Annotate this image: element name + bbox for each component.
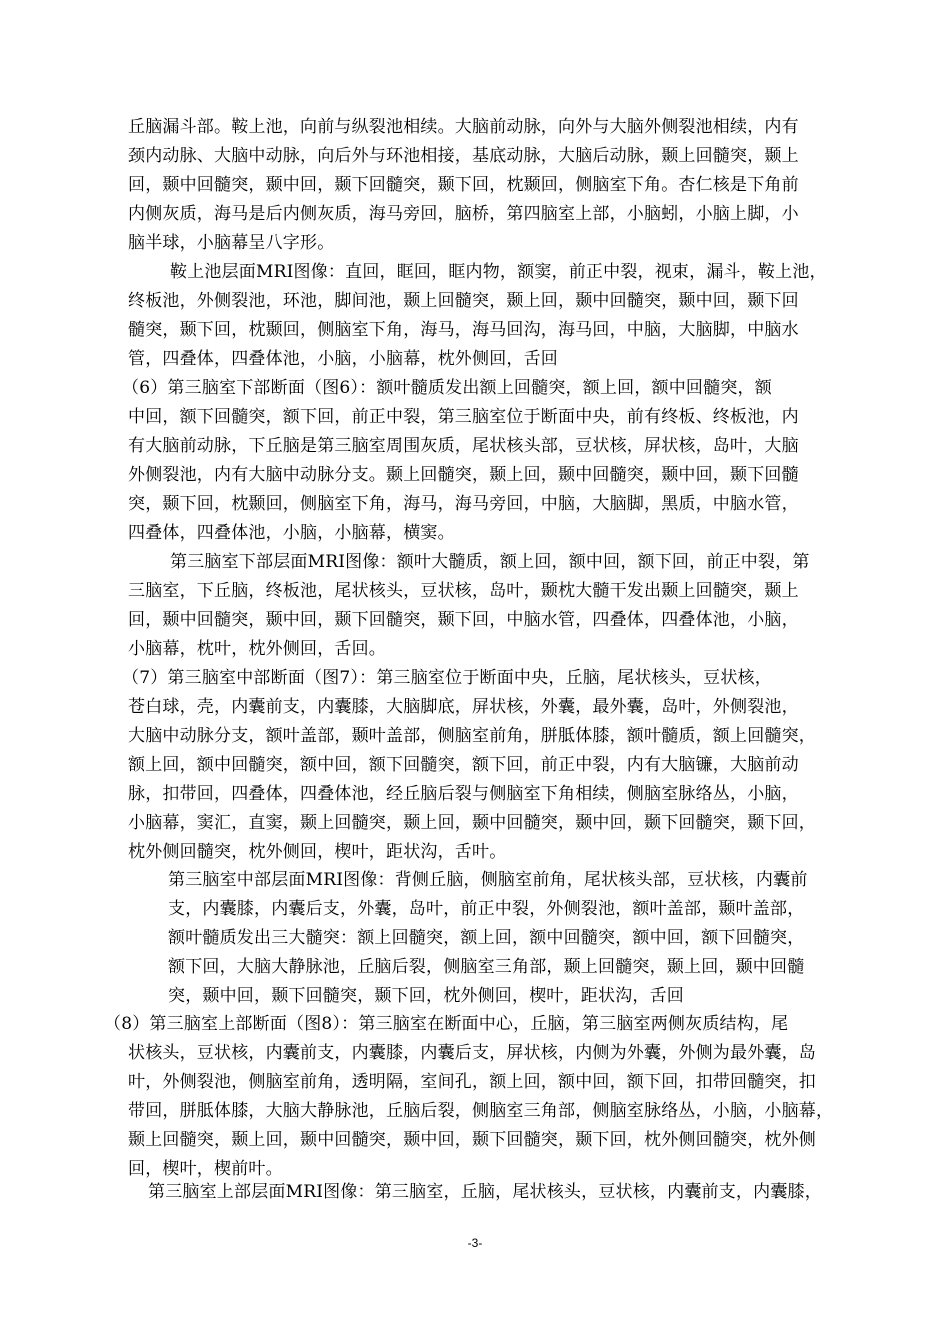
text-line: 三脑室，下丘脑，终板池，尾状核头，豆状核，岛叶，颞枕大髓干发出颞上回髓突，颞上 (128, 581, 799, 601)
text-line: 颞上回髓突，颞上回，颞中回髓突，颞中回，颞下回髓突，颞下回，枕外侧回髓突，枕外侧 (128, 1130, 816, 1150)
text-line: 突，颞中回，颞下回髓突，颞下回，枕外侧回，楔叶，距状沟，舌回 (168, 986, 684, 1006)
text-line: （7）第三脑室中部断面（图7）：第三脑室位于断面中央，丘脑，尾状核头，豆状核， (122, 668, 772, 688)
text-line: 额下回，大脑大静脉池，丘脑后裂，侧脑室三角部，颞上回髓突，颞上回，颞中回髓 (168, 957, 805, 977)
text-line: 管，四叠体，四叠体池，小脑，小脑幕，枕外侧回，舌回 (128, 349, 558, 369)
paragraph-section-7 (122, 664, 816, 867)
text-line: 终板池，外侧裂池，环池，脚间池，颞上回髓突，颞上回，颞中回髓突，颞中回，颞下回 (128, 291, 799, 311)
text-line: （6）第三脑室下部断面（图6）：额叶髓质发出额上回髓突，额上回，额中回髓突，额 (122, 378, 772, 398)
text-line: 内侧灰质，海马是后内侧灰质，海马旁回，脑桥，第四脑室上部，小脑蚓，小脑上脚，小 (128, 204, 799, 224)
paragraph-suprasellar-mri (128, 258, 827, 374)
text-line: 带回，胼胝体膝，大脑大静脉池，丘脑后裂，侧脑室三角部，侧脑室脉络丛，小脑，小脑幕， (128, 1101, 834, 1121)
text-line: 回，颞中回髓突，颞中回，颞下回髓突，颞下回，枕颞回，侧脑室下角。杏仁核是下角前 (128, 175, 799, 195)
text-line: 鞍上池层面MRI图像：直回，眶回，眶内物，额窦，前正中裂，视束，漏斗，鞍上池， (170, 262, 827, 282)
paragraph-section-8-mri (148, 1178, 822, 1207)
text-line: 额上回，额中回髓突，额中回，额下回髓突，额下回，前正中裂，内有大脑镰，大脑前动 (128, 755, 799, 775)
text-line: （8）第三脑室上部断面（图8）：第三脑室在断面中心，丘脑，第三脑室两侧灰质结构，尾 (104, 1014, 789, 1034)
text-line: 第三脑室下部层面MRI图像：额叶大髓质，额上回，额中回，额下回，前正中裂，第 (170, 552, 810, 572)
text-line: 中回，额下回髓突，额下回，前正中裂，第三脑室位于断面中央，前有终板、终板池，内 (128, 407, 799, 427)
text-line: 外侧裂池，内有大脑中动脉分支。颞上回髓突，颞上回，颞中回髓突，颞中回，颞下回髓 (128, 465, 799, 485)
text-line: 丘脑漏斗部。鞍上池，向前与纵裂池相续。大脑前动脉，向外与大脑外侧裂池相续，内有 (128, 117, 799, 137)
paragraph-section-7-mri (168, 866, 808, 1011)
text-line: 额叶髓质发出三大髓突：额上回髓突，额上回，额中回髓突，额中回，额下回髓突， (168, 928, 805, 948)
paragraph-section-6 (122, 374, 799, 548)
text-line: 脉，扣带回，四叠体，四叠体池，经丘脑后裂与侧脑室下角相续，侧脑室脉络丛，小脑， (128, 784, 799, 804)
text-line: 支，内囊膝，内囊后支，外囊，岛叶，前正中裂，外侧裂池，额叶盖部，颞叶盖部， (168, 899, 805, 919)
text-line: 第三脑室上部层面MRI图像：第三脑室，丘脑，尾状核头，豆状核，内囊前支，内囊膝， (148, 1182, 822, 1202)
text-line: 有大脑前动脉，下丘脑是第三脑室周围灰质，尾状核头部，豆状核，屏状核，岛叶，大脑 (128, 436, 799, 456)
text-line: 回，颞中回髓突，颞中回，颞下回髓突，颞下回，中脑水管，四叠体，四叠体池，小脑， (128, 610, 799, 630)
text-line: 脑半球，小脑幕呈八字形。 (128, 233, 335, 253)
text-line: 小脑幕，窦汇，直窦，颞上回髓突，颞上回，颞中回髓突，颞中回，颞下回髓突，颞下回， (128, 813, 816, 833)
text-line: 苍白球，壳，内囊前支，内囊膝，大脑脚底，屏状核，外囊，最外囊，岛叶，外侧裂池， (128, 697, 799, 717)
paragraph-section-6-mri (128, 548, 810, 664)
text-line: 髓突，颞下回，枕颞回，侧脑室下角，海马，海马回沟，海马回，中脑，大脑脚，中脑水 (128, 320, 799, 340)
text-line: 突，颞下回，枕颞回，侧脑室下角，海马，海马旁回，中脑，大脑脚，黑质，中脑水管， (128, 494, 799, 514)
text-line: 四叠体，四叠体池，小脑，小脑幕，横窦。 (128, 523, 455, 543)
page-number: -3- (467, 1236, 483, 1250)
text-line: 叶，外侧裂池，侧脑室前角，透明隔，室间孔，额上回，额中回，额下回，扣带回髓突，扣 (128, 1072, 816, 1092)
text-line: 大脑中动脉分支，额叶盖部，颞叶盖部，侧脑室前角，胼胝体膝，额叶髓质，额上回髓突， (128, 726, 816, 746)
text-line: 枕外侧回髓突，枕外侧回，楔叶，距状沟，舌叶。 (128, 842, 507, 862)
text-line: 状核头，豆状核，内囊前支，内囊膝，内囊后支，屏状核，内侧为外囊，外侧为最外囊，岛 (128, 1043, 816, 1063)
text-line: 颈内动脉、大脑中动脉，向后外与环池相接，基底动脉，大脑后动脉，颞上回髓突，颞上 (128, 146, 799, 166)
text-line: 第三脑室中部层面MRI图像：背侧丘脑，侧脑室前角，尾状核头部，豆状核，内囊前 (168, 870, 808, 890)
paragraph-section-8 (104, 1010, 833, 1184)
text-line: 回，楔叶，楔前叶。 (128, 1159, 283, 1179)
text-line: 小脑幕，枕叶，枕外侧回，舌回。 (128, 639, 386, 659)
paragraph-intro-continued (128, 113, 799, 258)
